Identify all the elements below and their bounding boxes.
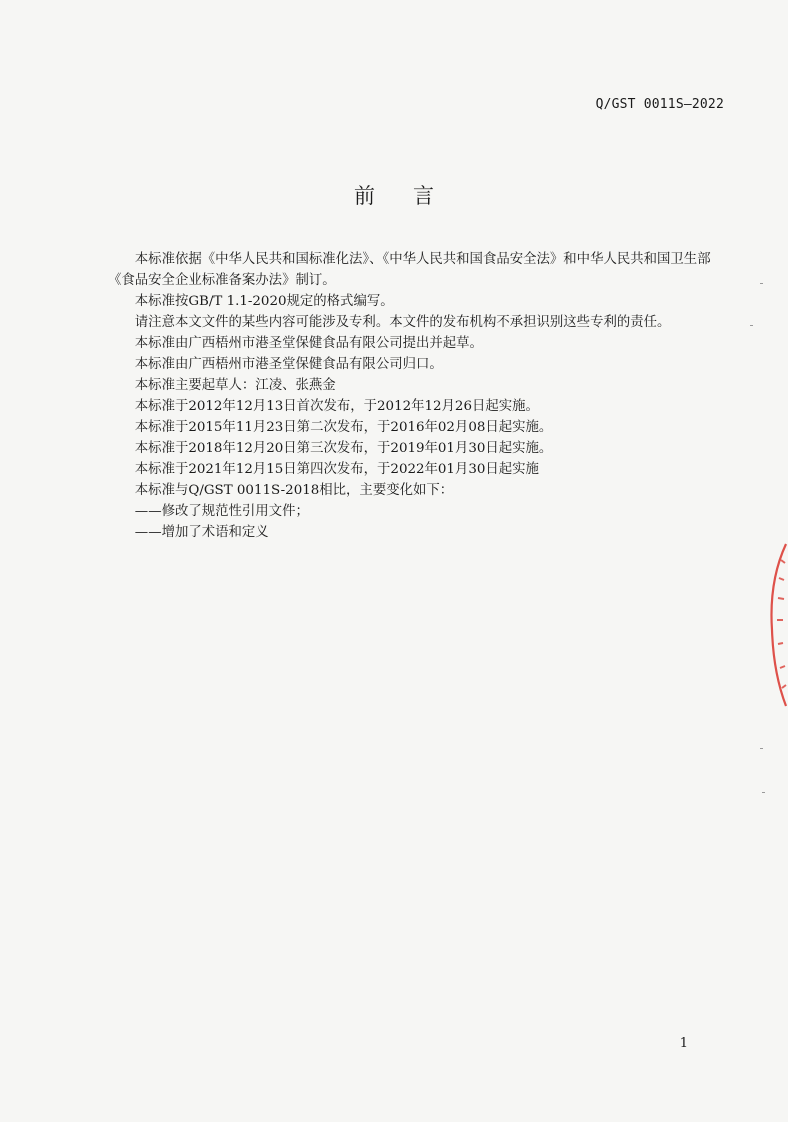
paragraph-patent: 请注意本文文件的某些内容可能涉及专利。本文件的发布机构不承担识别这些专利的责任。 (134, 315, 671, 330)
change-item: ——增加了术语和定义 (134, 525, 269, 540)
document-body (108, 249, 730, 543)
paragraph-release-1: 本标准于2012年12月13日首次发布，于2012年12月26日起实施。 (134, 399, 539, 414)
paragraph-changes: 本标准与Q/GST 0011S-2018相比，主要变化如下： (134, 483, 454, 498)
paragraph-drafters: 本标准主要起草人：江凌、张燕金 (134, 378, 336, 393)
paragraph-proposer: 本标准由广西梧州市港圣堂保健食品有限公司提出并起草。 (134, 336, 483, 351)
change-item: ——修改了规范性引用文件； (134, 504, 309, 519)
scan-speck (760, 748, 763, 749)
scan-speck (762, 792, 765, 793)
page-number: 1 (679, 1036, 688, 1051)
paragraph-owner: 本标准由广西梧州市港圣堂保健食品有限公司归口。 (134, 357, 443, 372)
document-code: Q/GST 0011S—2022 (595, 97, 724, 112)
paragraph-release-3: 本标准于2018年12月20日第三次发布，于2019年01月30日起实施。 (134, 441, 553, 456)
red-seal-stamp-fragment (764, 540, 788, 710)
paragraph-basis: 本标准依据《中华人民共和国标准化法》、《中华人民共和国食品安全法》和中华人民共和国卫生部《食品安全企业标准备案办法》制订。 (108, 252, 711, 288)
scan-speck (750, 325, 753, 326)
paragraph-release-4: 本标准于2021年12月15日第四次发布，于2022年01月30日起实施 (134, 462, 539, 477)
scan-speck (760, 283, 763, 284)
paragraph-format: 本标准按GB/T 1.1-2020规定的格式编写。 (134, 294, 394, 309)
paragraph-release-2: 本标准于2015年11月23日第二次发布，于2016年02月08日起实施。 (134, 420, 553, 435)
page-title: 前言 (354, 184, 472, 208)
